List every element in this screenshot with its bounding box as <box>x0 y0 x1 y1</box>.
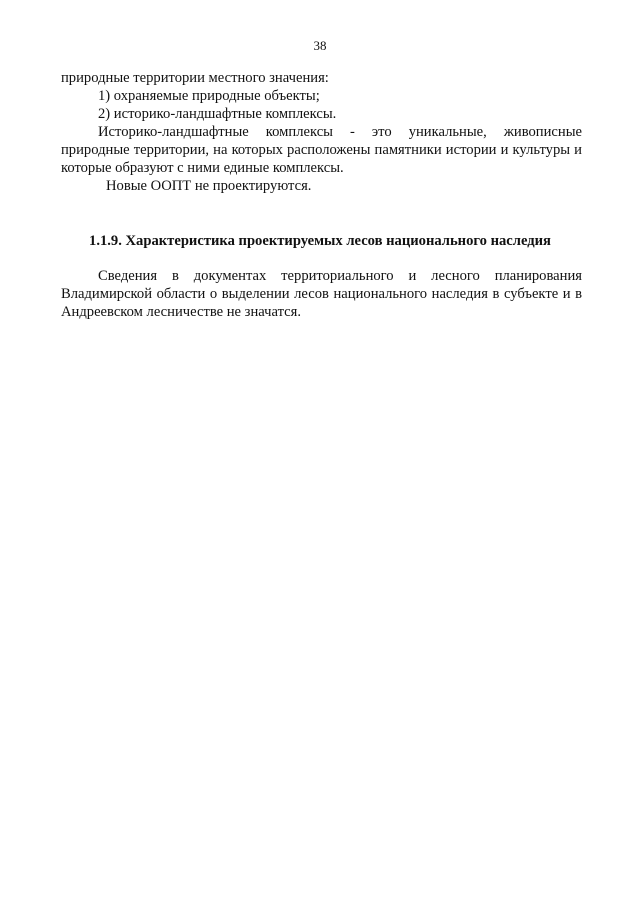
heritage-forests-section <box>61 267 582 321</box>
section-heading: 1.1.9. Характеристика проектируемых лесов национального наследия <box>89 233 551 249</box>
definition-paragraph: Историко-ландшафтные комплексы - это уникальные, живописные природные территории, на которых расположены памятники истории и культуры и которые образуют с ними единые комплексы. <box>61 124 582 176</box>
heritage-forests-paragraph: Сведения в документах территориального и лесного планирования Владимирской области о выделении лесов национального наследия в субъекте и в Андреевском лесничестве не значатся. <box>61 268 582 320</box>
list-item-landscape-complexes: 2) историко-ландшафтные комплексы. <box>98 106 337 122</box>
note-paragraph: Новые ООПТ не проектируются. <box>106 178 312 194</box>
protected-areas-section <box>61 69 582 195</box>
page-number: 38 <box>313 38 327 53</box>
intro-line: природные территории местного значения: <box>61 70 329 86</box>
list-item-natural-objects: 1) охраняемые природные объекты; <box>98 88 320 104</box>
